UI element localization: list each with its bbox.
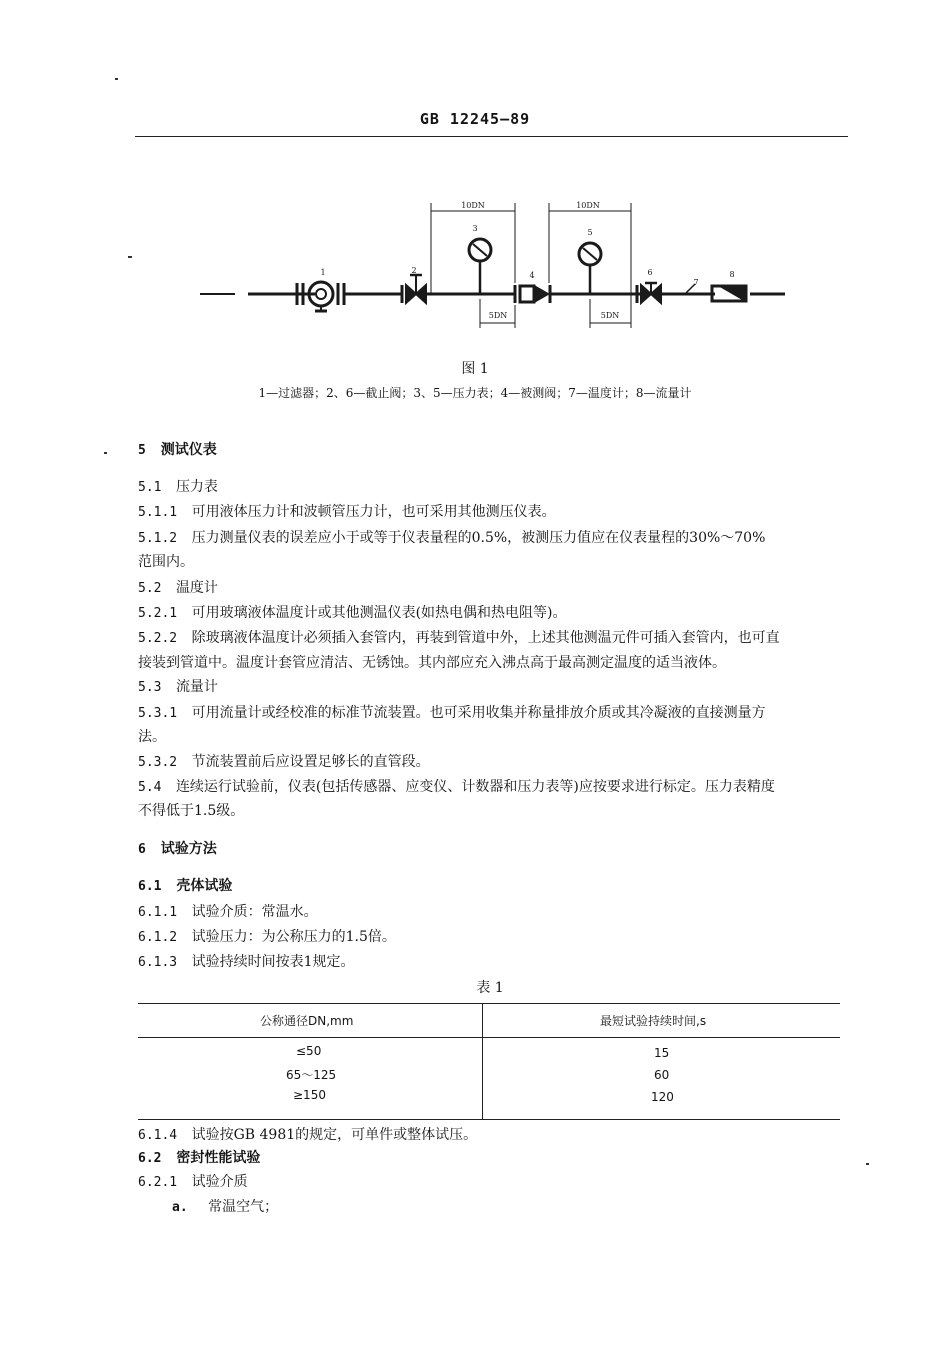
clause-number: 6.1.4 bbox=[138, 1128, 178, 1143]
clause-6-1-1 bbox=[138, 902, 850, 923]
clause-text: 除玻璃液体温度计必须插入套管内，再装到管道中外，上述其他测温元件可插入套管内，也可直 bbox=[191, 630, 780, 646]
pressure-gauge-3 bbox=[469, 239, 491, 294]
label-6: 6 bbox=[647, 268, 653, 277]
stop-valve-6 bbox=[637, 283, 661, 303]
dim-5dn-left: 5DN bbox=[488, 311, 508, 320]
clause-text: 试验压力：为公称压力的1.5倍。 bbox=[191, 929, 396, 945]
clause-5-3 bbox=[138, 677, 850, 698]
table-header-min-duration: 最短试验持续时间,s bbox=[600, 1014, 707, 1028]
table-cell: 60 bbox=[654, 1068, 670, 1082]
dim-5dn-right: 5DN bbox=[600, 311, 620, 320]
label-1: 1 bbox=[320, 268, 326, 277]
table-cell: ≥150 bbox=[293, 1088, 326, 1102]
clause-text: 试验介质：常温水。 bbox=[191, 904, 318, 920]
clause-5-1-1 bbox=[138, 502, 850, 523]
clause-6-1-3 bbox=[138, 952, 850, 973]
section-title: 测试仪表 bbox=[160, 442, 217, 458]
clause-number: 5.3.2 bbox=[138, 755, 178, 770]
item-marker: a. bbox=[172, 1200, 188, 1215]
clause-5-3-1-continued: 法。 bbox=[138, 729, 166, 745]
section-number: 5 bbox=[138, 443, 146, 458]
clause-text: 可用液体压力计和波顿管压力计，也可采用其他测压仪表。 bbox=[191, 504, 556, 520]
clause-text: 流量计 bbox=[175, 679, 218, 695]
clause-text: 连续运行试验前，仪表(包括传感器、应变仪、计数器和压力表等)应按要求进行标定。压力表精度 bbox=[175, 779, 775, 795]
clause-number: 6.1 bbox=[138, 879, 162, 894]
section-6-heading bbox=[138, 839, 850, 860]
label-5: 5 bbox=[587, 228, 593, 237]
clause-number: 5.4 bbox=[138, 780, 162, 795]
dim-10dn-right: 10DN bbox=[576, 201, 600, 210]
clause-5-3-1 bbox=[138, 703, 850, 724]
clause-number: 5.1.2 bbox=[138, 531, 178, 546]
dim-10dn-left: 10DN bbox=[461, 201, 485, 210]
clause-number: 5.2 bbox=[138, 581, 162, 596]
filter-symbol bbox=[297, 282, 344, 311]
clause-5-1-2-continued: 范围内。 bbox=[138, 554, 194, 570]
label-7: 7 bbox=[693, 278, 699, 287]
clause-5-2 bbox=[138, 578, 850, 599]
clause-text: 温度计 bbox=[175, 580, 218, 596]
table-header-nominal-diameter: 公称通径DN,mm bbox=[260, 1014, 354, 1028]
table-cell: 65～125 bbox=[286, 1068, 337, 1082]
table-1 bbox=[138, 1003, 840, 1120]
clause-text: 可用流量计或经校准的标准节流装置。也可采用收集并称量排放介质或其冷凝液的直接测量方 bbox=[191, 705, 766, 721]
clause-number: 6.1.2 bbox=[138, 930, 178, 945]
piping-diagram-svg bbox=[190, 195, 800, 345]
clause-number: 5.1 bbox=[138, 480, 162, 495]
clause-5-2-1 bbox=[138, 603, 850, 624]
section-5-heading bbox=[138, 440, 850, 461]
scan-speck bbox=[115, 78, 118, 80]
table-caption: 表 1 bbox=[476, 980, 504, 996]
section-number: 6 bbox=[138, 842, 146, 857]
label-3: 3 bbox=[472, 224, 478, 233]
clause-text: 试验介质 bbox=[191, 1174, 248, 1190]
scan-speck bbox=[104, 452, 107, 454]
clause-5-4 bbox=[138, 777, 850, 798]
clause-6-2-1-a bbox=[172, 1197, 884, 1218]
stop-valve-2 bbox=[402, 275, 426, 303]
clause-number: 6.2.1 bbox=[138, 1175, 178, 1190]
figure-1-piping-diagram bbox=[190, 195, 800, 345]
clause-number: 5.2.1 bbox=[138, 606, 178, 621]
clause-5-1-2 bbox=[138, 528, 850, 549]
clause-6-1-2 bbox=[138, 927, 850, 948]
page-header-standard-number: GB 12245—89 bbox=[419, 110, 531, 128]
clause-text: 节流装置前后应设置足够长的直管段。 bbox=[191, 754, 430, 770]
table-column-divider bbox=[482, 1004, 483, 1119]
table-cell: 120 bbox=[651, 1090, 674, 1104]
clause-6-2-1 bbox=[138, 1172, 850, 1193]
clause-number: 6.2 bbox=[138, 1151, 162, 1166]
pressure-gauge-5 bbox=[579, 243, 601, 294]
section-title: 试验方法 bbox=[160, 841, 217, 857]
clause-5-4-continued: 不得低于1.5级。 bbox=[138, 803, 245, 819]
tested-valve-4 bbox=[515, 285, 550, 303]
clause-number: 5.3.1 bbox=[138, 706, 178, 721]
clause-6-2 bbox=[138, 1148, 850, 1169]
flowmeter-8 bbox=[712, 286, 746, 301]
figure-caption: 图 1 bbox=[461, 361, 489, 377]
clause-number: 5.3 bbox=[138, 680, 162, 695]
header-rule bbox=[135, 136, 848, 137]
clause-6-1 bbox=[138, 876, 850, 897]
item-text: 常温空气； bbox=[208, 1199, 279, 1215]
label-2: 2 bbox=[411, 266, 417, 275]
clause-number: 6.1.1 bbox=[138, 905, 178, 920]
clause-6-1-4 bbox=[138, 1125, 850, 1146]
clause-text: 试验按GB 4981的规定，可单件或整体试压。 bbox=[191, 1127, 478, 1143]
clause-5-2-2-continued: 接装到管道中。温度计套管应清洁、无锈蚀。其内部应充入沸点高于最高测定温度的适当液体。 bbox=[138, 655, 726, 671]
label-4: 4 bbox=[529, 271, 535, 280]
clause-text: 压力测量仪表的误差应小于或等于仪表量程的0.5%，被测压力值应在仪表量程的30%～70% bbox=[191, 530, 766, 546]
clause-text: 壳体试验 bbox=[176, 878, 233, 894]
clause-text: 可用玻璃液体温度计或其他测温仪表(如热电偶和热电阻等)。 bbox=[191, 605, 567, 621]
clause-text: 试验持续时间按表1规定。 bbox=[191, 954, 355, 970]
clause-text: 压力表 bbox=[175, 479, 218, 495]
scan-speck bbox=[128, 256, 132, 258]
clause-number: 6.1.3 bbox=[138, 955, 178, 970]
figure-legend: 1—过滤器；2、6—截止阀；3、5—压力表；4—被测阀；7—温度计；8—流量计 bbox=[258, 386, 692, 400]
table-header-divider bbox=[138, 1037, 840, 1038]
label-8: 8 bbox=[729, 270, 735, 279]
scan-speck bbox=[866, 1163, 869, 1165]
table-cell: ≤50 bbox=[296, 1044, 322, 1058]
clause-number: 5.2.2 bbox=[138, 631, 178, 646]
clause-5-2-2 bbox=[138, 628, 850, 649]
clause-number: 5.1.1 bbox=[138, 505, 178, 520]
clause-5-1 bbox=[138, 477, 850, 498]
clause-text: 密封性能试验 bbox=[176, 1150, 261, 1166]
clause-5-3-2 bbox=[138, 752, 850, 773]
table-cell: 15 bbox=[654, 1046, 670, 1060]
